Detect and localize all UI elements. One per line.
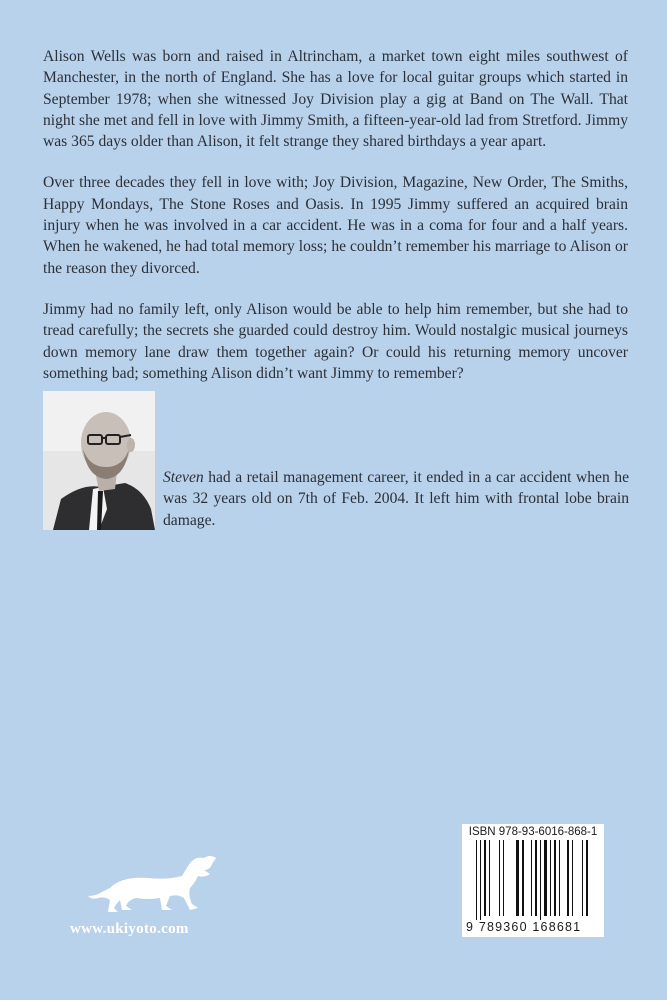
barcode-bar (554, 840, 556, 916)
barcode-bar (567, 840, 569, 916)
blurb-paragraph-1: Alison Wells was born and raised in Altrincham, a market town eight miles southwest of Manchester, in the north of England. She has a love for local guitar groups which started in September 1978; when she witnessed Joy Division play a gig at Band on The Wall. That night she met and fell in love with Jimmy Smith, a fifteen-year-old lad from Stretford. Jimmy was 365 days older than Alison, it felt strange they shared birthdays a year apart. (43, 48, 628, 151)
barcode-bar (476, 840, 477, 920)
barcode-bar (582, 840, 583, 916)
barcode-bar (499, 840, 500, 916)
author-photo (43, 391, 155, 530)
barcode-digits: 9 789360 168681 (466, 920, 582, 934)
barcode-bar (484, 840, 486, 916)
barcode-bar (544, 840, 547, 916)
barcode-bar (535, 840, 537, 916)
lion-icon (70, 848, 250, 920)
barcode-bar (503, 840, 504, 916)
barcode-bars (462, 840, 604, 920)
barcode-bar (572, 840, 573, 916)
isbn-label: ISBN 978-93-6016-868-1 (468, 826, 598, 838)
back-cover-blurb (43, 46, 628, 404)
isbn-barcode (462, 824, 604, 937)
barcode-bar (522, 840, 524, 916)
barcode-bar (516, 840, 519, 916)
author-portrait-image (43, 391, 155, 530)
barcode-bar (586, 840, 588, 916)
blurb-paragraph-3: Jimmy had no family left, only Alison would be able to help him remember, but she had to tread carefully; the secrets she guarded could destroy him. Would nostalgic musical journeys down memory lane draw them together again? Or could his returning memory uncover something bad; something Alison didn’t want Jimmy to remember? (43, 300, 628, 382)
author-name: Steven (163, 469, 204, 486)
barcode-bar (540, 840, 541, 920)
barcode-bar (489, 840, 490, 916)
barcode-bar (531, 840, 532, 916)
blurb-paragraph-2: Over three decades they fell in love with; Joy Division, Magazine, New Order, The Smiths, Happy Mondays, The Stone Roses and Oasis. In 1995 Jimmy suffered an acquired brain injury when he was involved in a car accident. He was in a coma for four and a half years. When he wakened, he had total memory loss; he couldn’t remember his marriage to Alison or the reason they divorced. (43, 174, 628, 277)
author-bio (163, 467, 629, 531)
barcode-bar (480, 840, 481, 920)
barcode-bar (550, 840, 551, 916)
barcode-bar (559, 840, 560, 916)
publisher-url: www.ukiyoto.com (70, 921, 189, 937)
author-bio-text: had a retail management career, it ended in a car accident when he was 32 years old on 7th of Feb. 2004. It left him with frontal lobe brain damage. (163, 469, 629, 529)
